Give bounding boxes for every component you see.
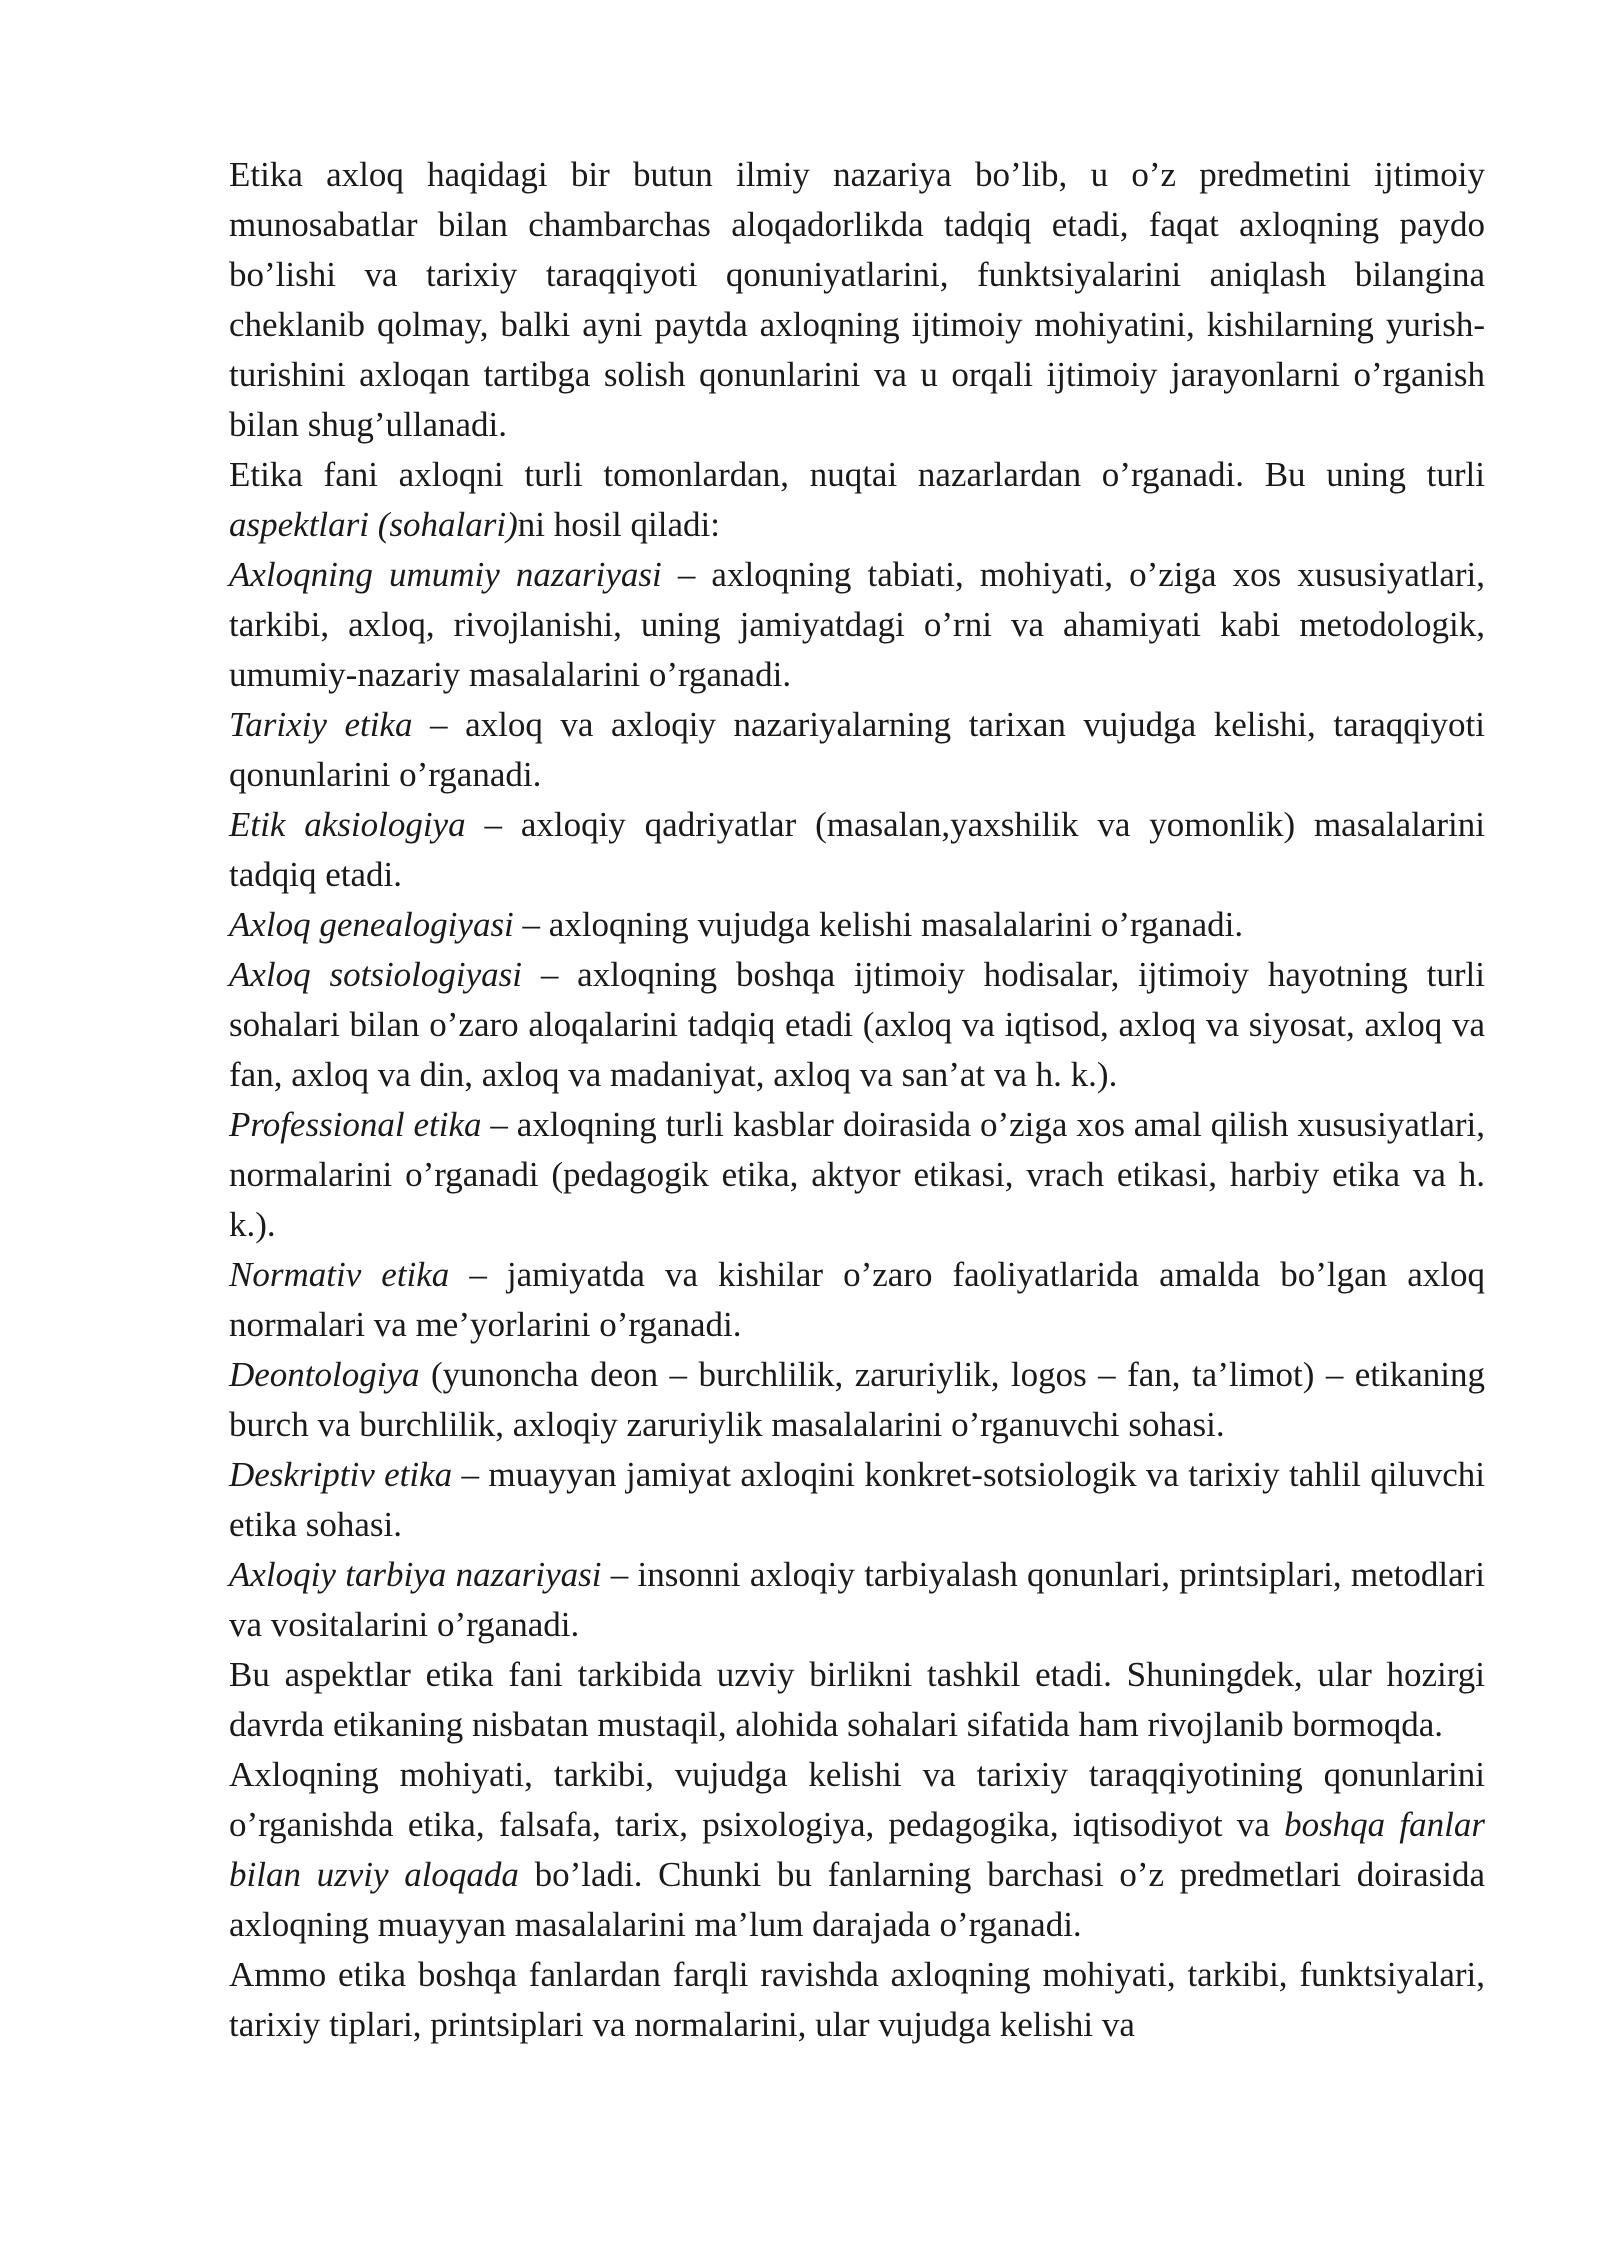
text-run: Axloqning mohiyati, tarkibi, vujudga kelishi va tarixiy taraqqiyotining qonunlarini o’rganishda etika, falsafa, tarix, psixologiya, pedagogika, iqtisodiyot va <box>229 1755 1485 1844</box>
paragraph <box>229 1550 1485 1650</box>
text-run: bo’ladi. Chunki bu fanlarning barchasi o’z predmetlari doirasida axloqning muayyan masalalarini ma’lum darajada o’rganadi. <box>229 1855 1485 1944</box>
text-run: – axloqning turli kasblar doirasida o’ziga xos amal qilish xususiyatlari, normalarini o’rganadi (pedagogik etika, aktyor etikasi, vrach etikasi, harbiy etika va h. k.). <box>229 1105 1485 1244</box>
paragraph <box>229 800 1485 900</box>
text-run: (yunoncha deon – burchlilik, zaruriylik, logos – fan, ta’limot) – etikaning burch va burchlilik, axloqiy zaruriylik masalalarini o’rganuvchi sohasi. <box>229 1355 1485 1444</box>
paragraph <box>229 1100 1485 1250</box>
italic-term: Deontologiya <box>229 1355 420 1394</box>
text-run: – axloqning vujudga kelishi masalalarini o’rganadi. <box>513 905 1244 944</box>
italic-term: Deskriptiv etika <box>229 1455 453 1494</box>
paragraph <box>229 150 1485 450</box>
italic-term: Axloq sotsiologiyasi <box>229 955 522 994</box>
paragraph <box>229 1450 1485 1550</box>
text-run: – muayyan jamiyat axloqini konkret-sotsiologik va tarixiy tahlil qiluvchi etika sohasi. <box>229 1455 1486 1544</box>
text-run: Bu aspektlar etika fani tarkibida uzviy birlikni tashkil etadi. Shuningdek, ular hozirgi davrda etikaning nisbatan mustaqil, alohida sohalari sifatida ham rivojlanib bormoqda. <box>229 1655 1485 1744</box>
text-run: – axloqning tabiati, mohiyati, o’ziga xos xususiyatlari, tarkibi, axloq, rivojlanishi, uning jamiyatdagi o’rni va ahamiyati kabi metodologik, umumiy-nazariy masalalarini o’rganadi. <box>229 555 1486 694</box>
text-run: – axloqiy qadriyatlar (masalan,yaxshilik va yomonlik) masalalarini tadqiq etadi. <box>229 805 1485 894</box>
paragraph <box>229 700 1485 800</box>
italic-term: Axloqiy tarbiya nazariyasi <box>229 1555 602 1594</box>
italic-term: Normativ etika <box>229 1255 450 1294</box>
paragraph <box>229 900 1485 950</box>
paragraph <box>229 950 1485 1100</box>
text-run: – axloqning boshqa ijtimoiy hodisalar, ijtimoiy hayotning turli sohalari bilan o’zaro aloqalarini tadqiq etadi (axloq va iqtisod, axloq va siyosat, axloq va fan, axloq va din, axloq va madaniyat, axloq va san’at va h. k.). <box>229 955 1486 1094</box>
text-run: – insonni axloqiy tarbiyalash qonunlari, printsiplari, metodlari va vositalarini o’rganadi. <box>229 1555 1485 1644</box>
italic-term: Axloqning umumiy nazariyasi <box>229 555 662 594</box>
paragraph <box>229 1350 1485 1450</box>
paragraph <box>229 1250 1485 1350</box>
italic-term: Tarixiy etika <box>229 705 413 744</box>
text-run: Etika axloq haqidagi bir butun ilmiy nazariya bo’lib, u o’z predmetini ijtimoiy munosabatlar bilan chambarchas aloqadorlikda tadqiq etadi, faqat axloqning paydo bo’lishi va tarixiy taraqqiyoti qonuniyatlarini, funktsiyalarini aniqlash bilangina cheklanib qolmay, balki ayni paytda axloqning ijtimoiy mohiyatini, kishilarning yurish-turishini axloqan tartibga solish qonunlarini va u orqali ijtimoiy jarayonlarni o’rganish bilan shug’ullanadi. <box>229 155 1485 444</box>
text-run: ni hosil qiladi: <box>517 505 720 544</box>
italic-term: boshqa fanlar bilan uzviy aloqada <box>229 1805 1485 1894</box>
italic-term: aspektlari (sohalari) <box>229 505 518 544</box>
italic-term: Axloq genealogiyasi <box>229 905 514 944</box>
italic-term: Etik aksiologiya <box>229 805 466 844</box>
document-page <box>229 150 1485 2050</box>
text-run: Ammo etika boshqa fanlardan farqli ravishda axloqning mohiyati, tarkibi, funktsiyalari, tarixiy tiplari, printsiplari va normalarini, ular vujudga kelishi va <box>229 1955 1485 2044</box>
text-run: Etika fani axloqni turli tomonlardan, nuqtai nazarlardan o’rganadi. Bu uning turli <box>229 455 1485 494</box>
paragraph <box>229 1650 1485 1750</box>
text-run: – jamiyatda va kishilar o’zaro faoliyatlarida amalda bo’lgan axloq normalari va me’yorlarini o’rganadi. <box>229 1255 1485 1344</box>
text-run: – axloq va axloqiy nazariyalarning tarixan vujudga kelishi, taraqqiyoti qonunlarini o’rganadi. <box>229 705 1485 794</box>
paragraph <box>229 550 1485 700</box>
paragraph <box>229 450 1485 550</box>
italic-term: Professional etika <box>229 1105 482 1144</box>
paragraph <box>229 1950 1485 2050</box>
paragraph <box>229 1750 1485 1950</box>
